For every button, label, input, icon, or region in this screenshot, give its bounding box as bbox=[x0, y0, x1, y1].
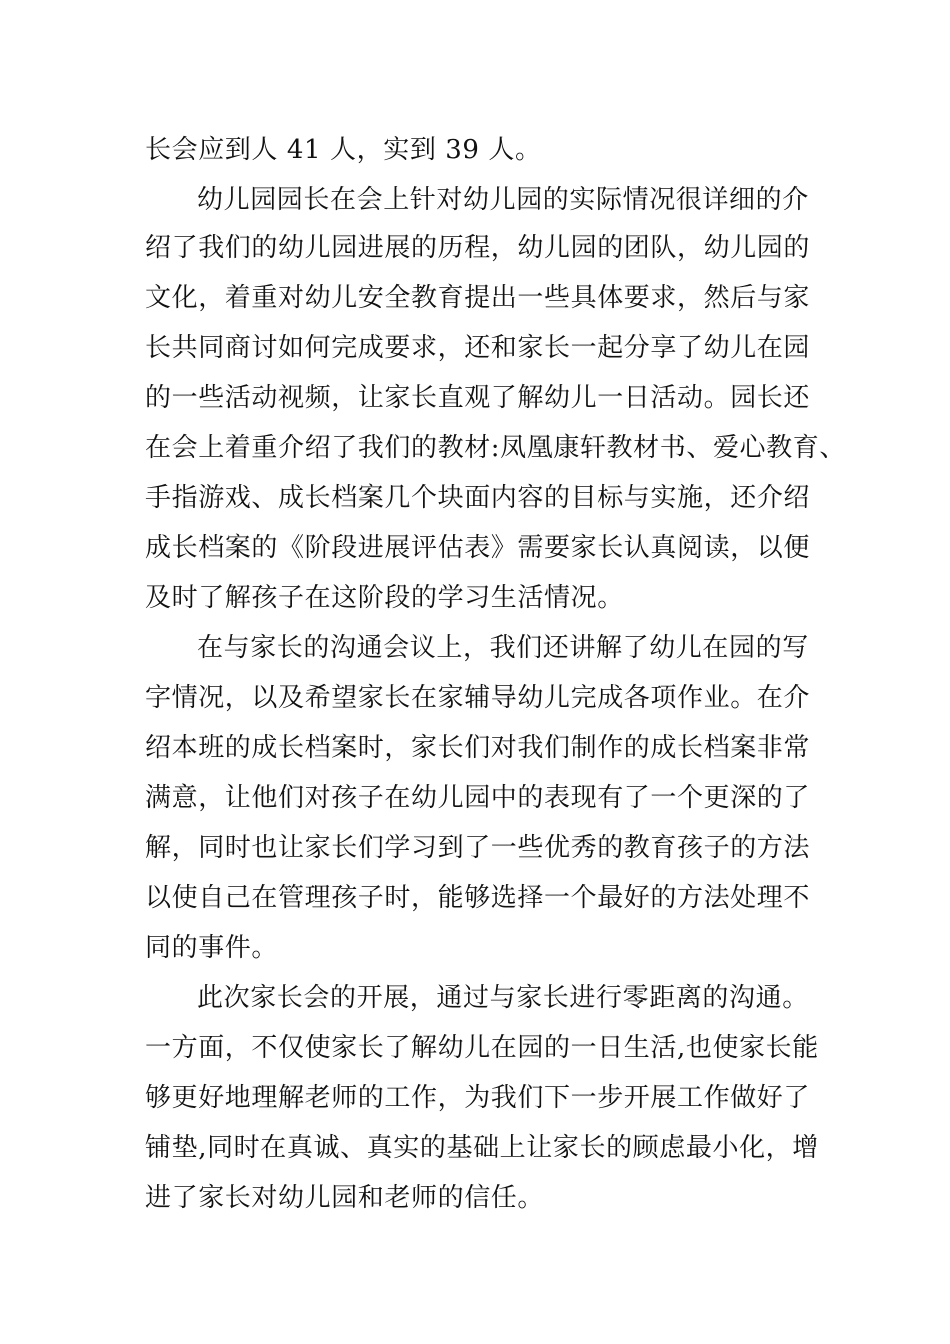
text-line: 手指游戏、成长档案几个块面内容的目标与实施，还介绍 bbox=[145, 483, 811, 513]
text-line: 的一些活动视频，让家长直观了解幼儿一日活动。园长还 bbox=[145, 383, 811, 413]
text-line: 铺垫,同时在真诚、真实的基础上让家长的顾虑最小化，增 bbox=[145, 1133, 819, 1163]
text-line: 绍了我们的幼儿园进展的历程，幼儿园的团队，幼儿园的 bbox=[145, 233, 811, 263]
paragraph-start-line: 在与家长的沟通会议上，我们还讲解了幼儿在园的写 bbox=[197, 633, 809, 663]
text-line: 解，同时也让家长们学习到了一些优秀的教育孩子的方法 bbox=[145, 833, 811, 863]
text-line: 在会上着重介绍了我们的教材:凤凰康轩教材书、爱心教育、 bbox=[145, 433, 846, 463]
text-line: 够更好地理解老师的工作，为我们下一步开展工作做好了 bbox=[145, 1083, 811, 1113]
text-line: 以使自己在管理孩子时，能够选择一个最好的方法处理不 bbox=[145, 883, 811, 913]
text-line: 成长档案的《阶段进展评估表》需要家长认真阅读，以便 bbox=[145, 533, 811, 563]
text-line: 绍本班的成长档案时，家长们对我们制作的成长档案非常 bbox=[145, 733, 811, 763]
text-line: 及时了解孩子在这阶段的学习生活情况。 bbox=[145, 583, 624, 613]
text-line: 同的事件。 bbox=[145, 933, 279, 963]
paragraph-start-line: 幼儿园园长在会上针对幼儿园的实际情况很详细的介 bbox=[197, 185, 809, 215]
text-line: 字情况，以及希望家长在家辅导幼儿完成各项作业。在介 bbox=[145, 683, 811, 713]
text-line: 一方面，不仅使家长了解幼儿在园的一日生活,也使家长能 bbox=[145, 1033, 819, 1063]
text-line: 长共同商讨如何完成要求，还和家长一起分享了幼儿在园 bbox=[145, 333, 811, 363]
text-line: 进了家长对幼儿园和老师的信任。 bbox=[145, 1183, 545, 1213]
text-line: 长会应到人 41 人，实到 39 人。 bbox=[145, 135, 542, 165]
paragraph-start-line: 此次家长会的开展，通过与家长进行零距离的沟通。 bbox=[197, 983, 809, 1013]
text-line: 文化，着重对幼儿安全教育提出一些具体要求，然后与家 bbox=[145, 283, 811, 313]
text-line: 满意，让他们对孩子在幼儿园中的表现有了一个更深的了 bbox=[145, 783, 811, 813]
